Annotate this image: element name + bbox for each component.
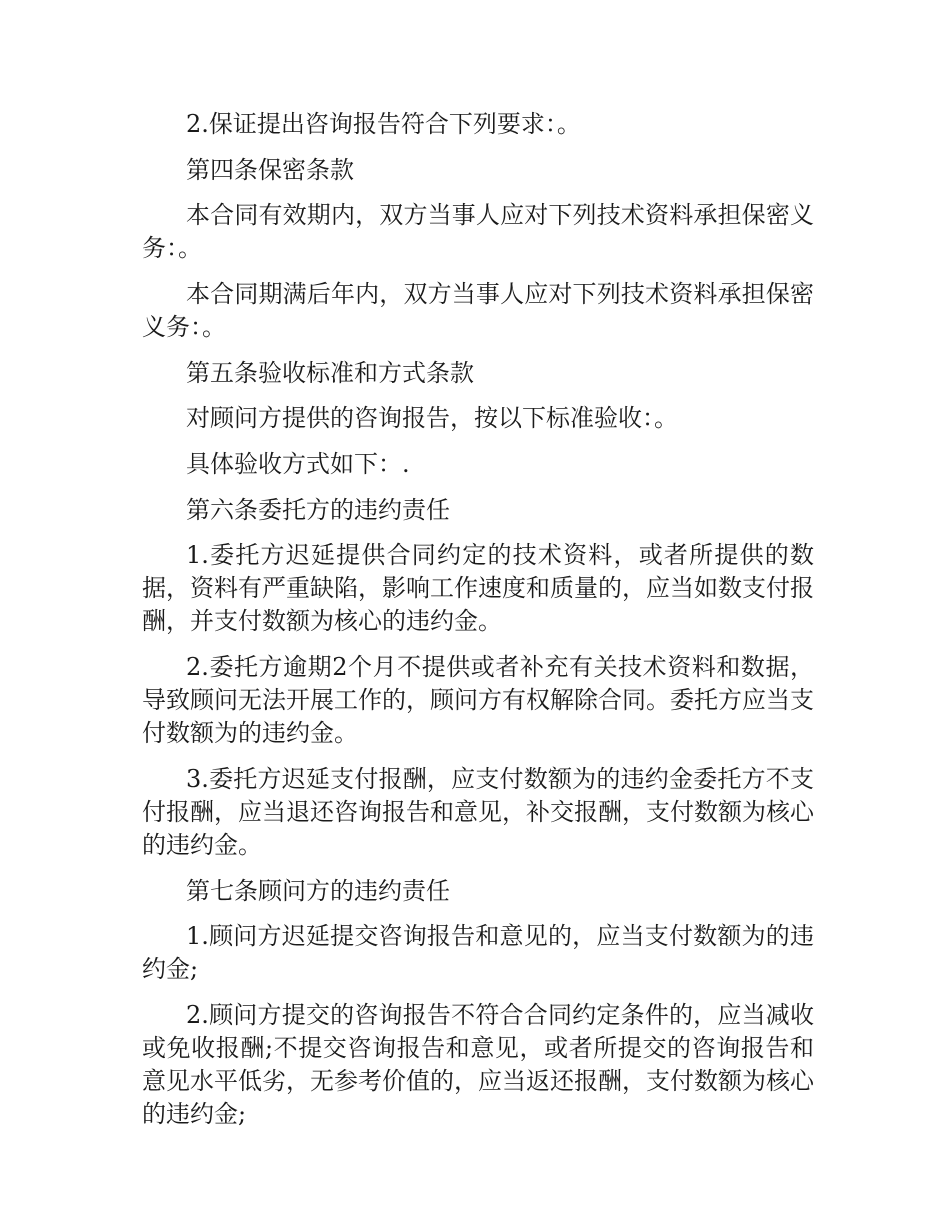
paragraph-requirements: 2.保证提出咨询报告符合下列要求：。 bbox=[186, 110, 581, 138]
paragraph-client-breach-3: 3.委托方迟延支付报酬，应支付数额为的违约金委托方不支付报酬，应当退还咨询报告和意见，补交报酬，支付数额为核心的违约金。 bbox=[142, 765, 814, 859]
paragraph-consultant-breach-1: 1.顾问方迟延提交咨询报告和意见的，应当支付数额为的违约金; bbox=[142, 922, 814, 983]
heading-article-5: 第五条验收标准和方式条款 bbox=[186, 359, 474, 387]
paragraph-confidentiality-after: 本合同期满后年内，双方当事人应对下列技术资料承担保密义务：。 bbox=[142, 280, 814, 341]
heading-article-4: 第四条保密条款 bbox=[186, 156, 354, 184]
paragraph-consultant-breach-2: 2.顾问方提交的咨询报告不符合合同约定条件的，应当减收或免收报酬;不提交咨询报告和意见，或者所提交的咨询报告和意见水平低劣，无参考价值的，应当返还报酬，支付数额为核心的违约金; bbox=[142, 1001, 814, 1128]
heading-article-6: 第六条委托方的违约责任 bbox=[186, 496, 450, 524]
document-body bbox=[142, 108, 814, 1144]
paragraph-acceptance-method: 具体验收方式如下：. bbox=[186, 450, 410, 478]
paragraph-confidentiality-term: 本合同有效期内，双方当事人应对下列技术资料承担保密义务：。 bbox=[142, 201, 814, 262]
paragraph-client-breach-2: 2.委托方逾期2个月不提供或者补充有关技术资料和数据，导致顾问无法开展工作的，顾问方有权解除合同。委托方应当支付数额为的违约金。 bbox=[142, 653, 814, 747]
paragraph-client-breach-1: 1.委托方迟延提供合同约定的技术资料，或者所提供的数据，资料有严重缺陷，影响工作速度和质量的，应当如数支付报酬，并支付数额为核心的违约金。 bbox=[142, 541, 814, 635]
paragraph-acceptance-standard: 对顾问方提供的咨询报告，按以下标准验收：。 bbox=[186, 404, 678, 432]
heading-article-7: 第七条顾问方的违约责任 bbox=[186, 877, 450, 905]
